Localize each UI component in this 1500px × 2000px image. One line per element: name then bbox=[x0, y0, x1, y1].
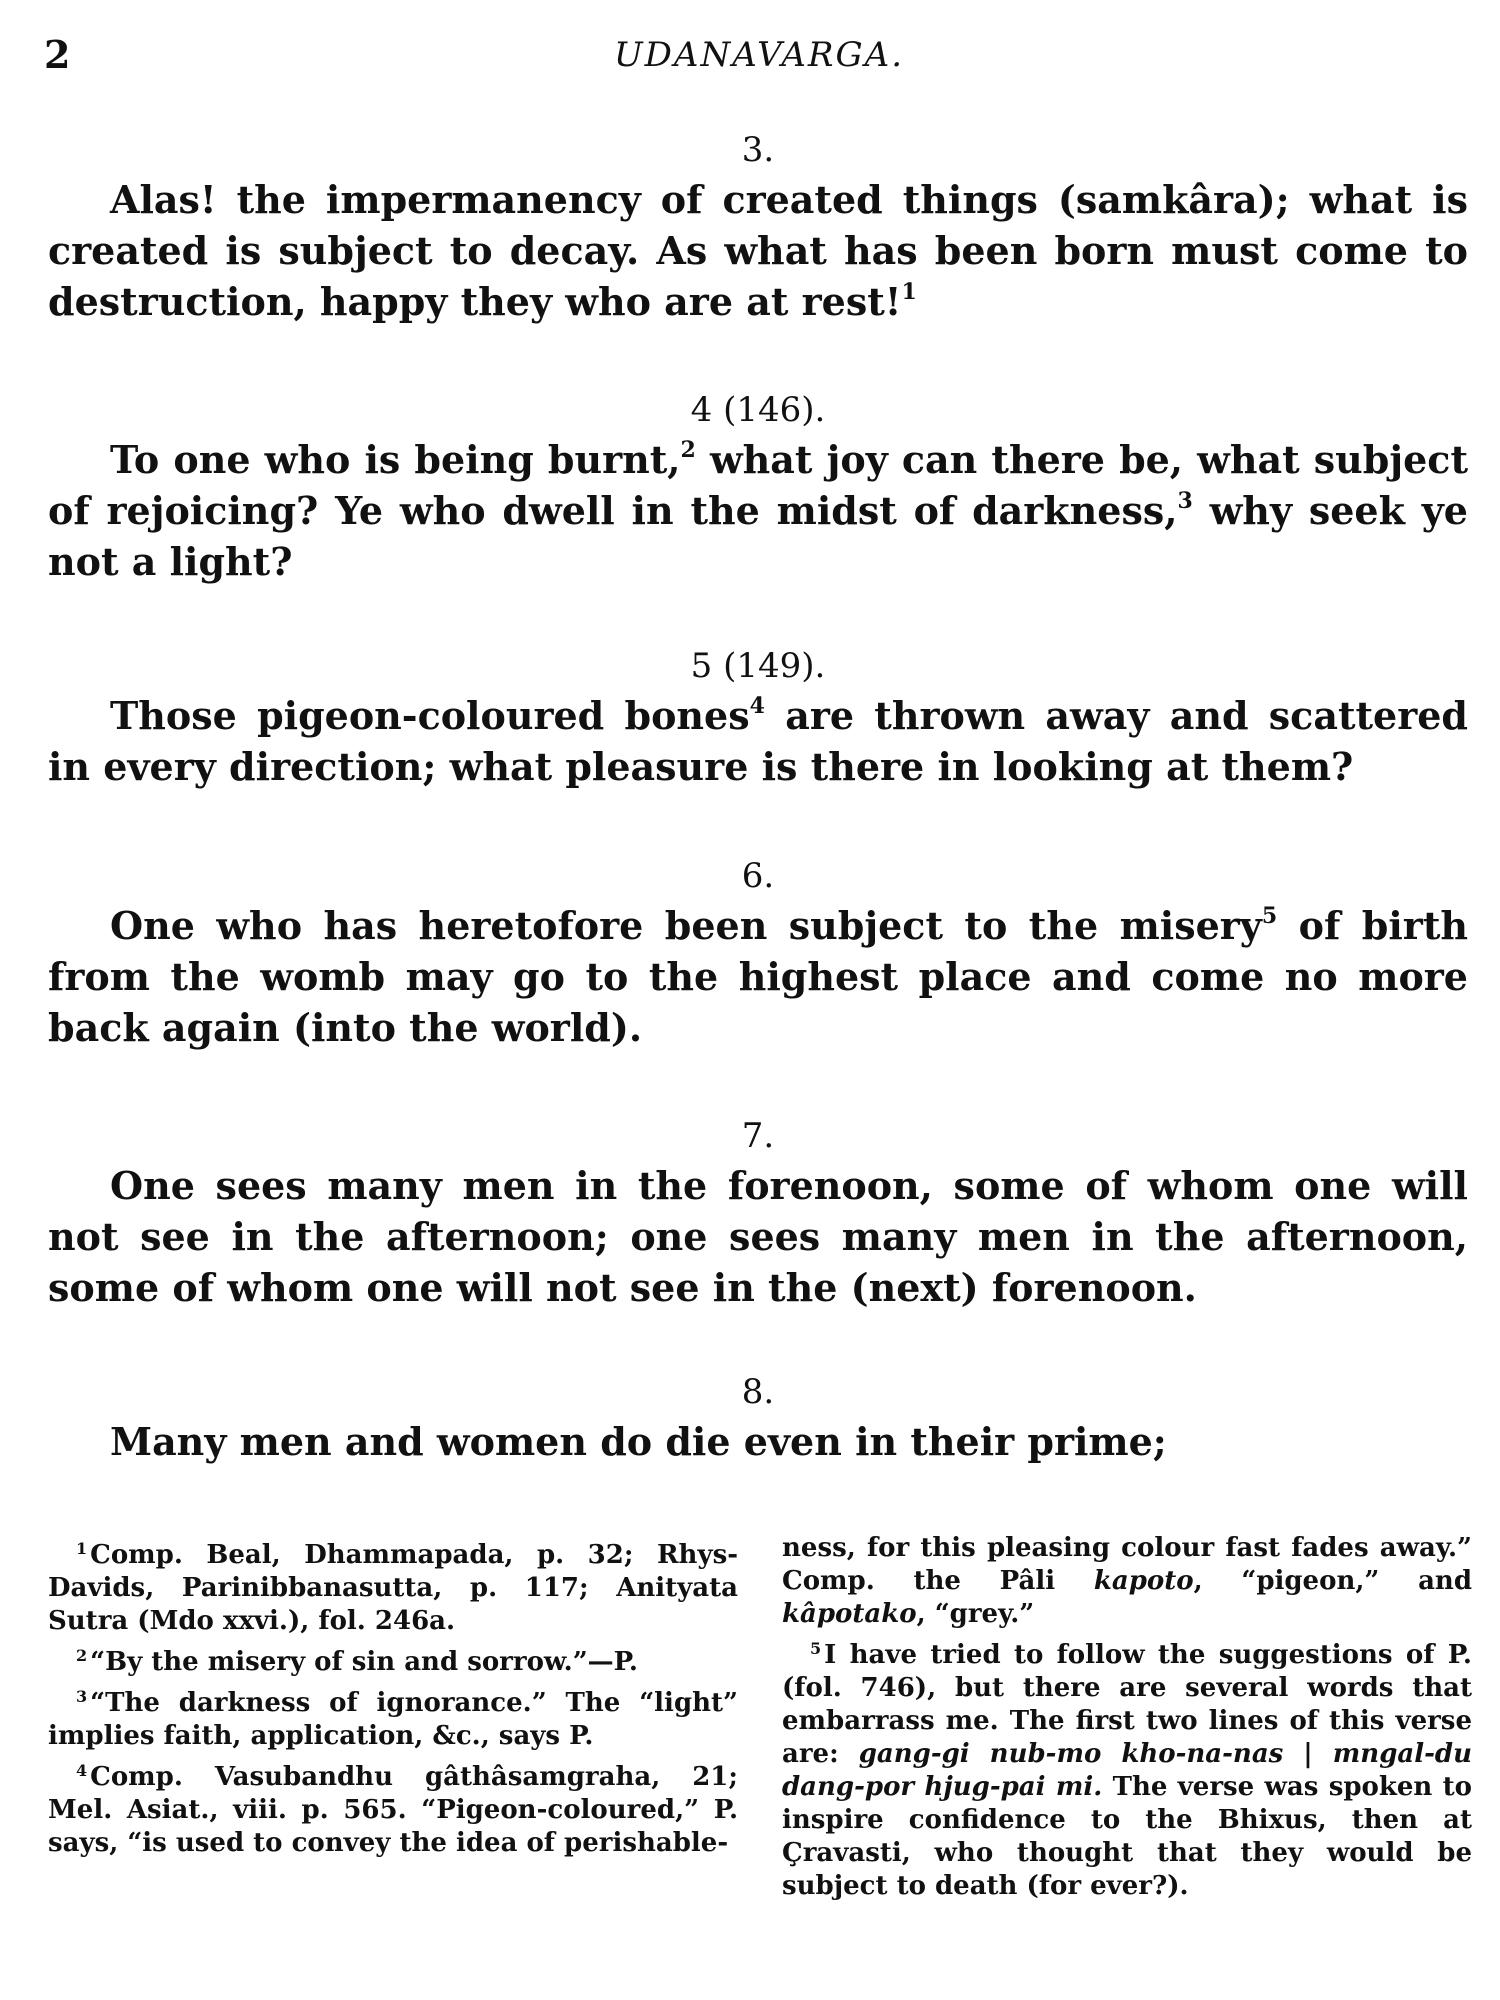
footnote-ref: 3 bbox=[1177, 488, 1193, 514]
footnotes bbox=[48, 1532, 1473, 1972]
page-header bbox=[44, 30, 1474, 90]
footnote-2 bbox=[48, 1639, 738, 1679]
footnote-ref: 2 bbox=[680, 437, 696, 463]
pali-word: kâpotako bbox=[782, 1599, 917, 1629]
tibetan-quote: gang-gi nub-mo kho-na-nas | mngal-du dang-por hjug-pai mi. bbox=[782, 1739, 1472, 1802]
footnote-4-continued bbox=[782, 1532, 1472, 1631]
verse-7 bbox=[48, 1112, 1468, 1313]
footnote-text: , “pigeon,” and bbox=[1193, 1566, 1473, 1596]
verse-text-part: Those pigeon-coloured bones bbox=[110, 693, 750, 738]
footnote-3 bbox=[48, 1680, 738, 1753]
verse-5 bbox=[48, 642, 1468, 792]
verse-text-part: what joy can there be, what subject of rejoicing? Ye who dwell in the midst of darkness, bbox=[48, 437, 1468, 533]
verse-text bbox=[48, 690, 1468, 792]
footnote-text: I have tried to follow the suggestions of P. (fol. 746), but there are several words that embarrass me. The first two lines of this verse are: bbox=[782, 1640, 1472, 1769]
footnote-marker: 5 bbox=[810, 1639, 822, 1658]
footnote-4 bbox=[48, 1754, 738, 1860]
verse-number: 3. bbox=[741, 130, 775, 170]
footnote-ref: 5 bbox=[1261, 903, 1278, 929]
footnote-1 bbox=[48, 1532, 738, 1638]
verse-number: 7. bbox=[741, 1116, 775, 1156]
verse-3 bbox=[48, 126, 1468, 327]
footnote-marker: 4 bbox=[76, 1761, 88, 1780]
verse-text-part: One who has heretofore been subject to the misery bbox=[110, 903, 1262, 948]
verse-text bbox=[48, 434, 1468, 587]
verse-6 bbox=[48, 852, 1468, 1053]
verse-8 bbox=[48, 1368, 1468, 1467]
footnote-marker: 3 bbox=[76, 1687, 88, 1706]
verse-text: One sees many men in the forenoon, some of whom one will not see in the afternoon; one sees many men in the afternoon, some of whom one will not see in the (next) forenoon. bbox=[48, 1163, 1468, 1310]
pali-word: kapoto bbox=[1093, 1566, 1194, 1596]
footnote-ref: 1 bbox=[901, 279, 917, 305]
verse-text-part: To one who is being burnt, bbox=[110, 437, 681, 482]
verse-number: 5 (149). bbox=[690, 646, 826, 686]
verse-text bbox=[48, 174, 1468, 327]
running-title: UDANAVARGA. bbox=[614, 35, 904, 75]
footnote-5 bbox=[782, 1632, 1472, 1903]
verse-number: 6. bbox=[741, 856, 775, 896]
footnote-text: The verse was spoken to inspire confidence to the Bhixus, then at Çravasti, who thought that they would be subject to death (for ever?). bbox=[782, 1772, 1472, 1901]
verse-text: Many men and women do die even in their prime; bbox=[110, 1419, 1167, 1464]
verse-text-part: are thrown away and scattered in every direction; what pleasure is there in looking at them? bbox=[48, 693, 1468, 789]
page-number: 2 bbox=[44, 32, 71, 77]
verse-number: 8. bbox=[741, 1372, 775, 1412]
footnote-marker: 2 bbox=[76, 1646, 88, 1665]
footnote-ref: 4 bbox=[749, 693, 765, 719]
verse-4 bbox=[48, 386, 1468, 587]
verse-text-body: Alas! the impermanency of created things (samkâra); what is created is subject to decay. As what has been born must come to destruction, happy they who are at rest! bbox=[48, 177, 1468, 324]
verse-text-part: of birth from the womb may go to the highest place and come no more back again (into the world). bbox=[48, 903, 1469, 1050]
footnote-text: ness, for this pleasing colour fast fades away.” Comp. the Pâli bbox=[782, 1533, 1472, 1596]
footnotes-left-column bbox=[48, 1532, 738, 1861]
verse-text-part: why seek ye not a light? bbox=[48, 488, 1468, 584]
verse-text bbox=[48, 900, 1468, 1053]
verse-number: 4 (146). bbox=[690, 390, 826, 430]
footnote-text: “By the misery of sin and sorrow.”—P. bbox=[90, 1647, 638, 1677]
footnote-text: “The darkness of ignorance.” The “light” implies faith, application, &c., says P. bbox=[48, 1688, 738, 1751]
footnote-text: Comp. Vasubandhu gâthâsamgraha, 21; Mel. Asiat., viii. p. 565. “Pigeon-coloured,” P. says, “is used to convey the idea of perishable- bbox=[48, 1762, 738, 1858]
footnote-text: , “grey.” bbox=[916, 1599, 1035, 1629]
footnote-text: Comp. Beal, Dhammapada, p. 32; Rhys-Davids, Parinibbanasutta, p. 117; Anityata Sutra (Mdo xxvi.), fol. 246a. bbox=[48, 1540, 738, 1636]
footnote-marker: 1 bbox=[76, 1539, 88, 1558]
footnotes-right-column bbox=[782, 1532, 1472, 1904]
